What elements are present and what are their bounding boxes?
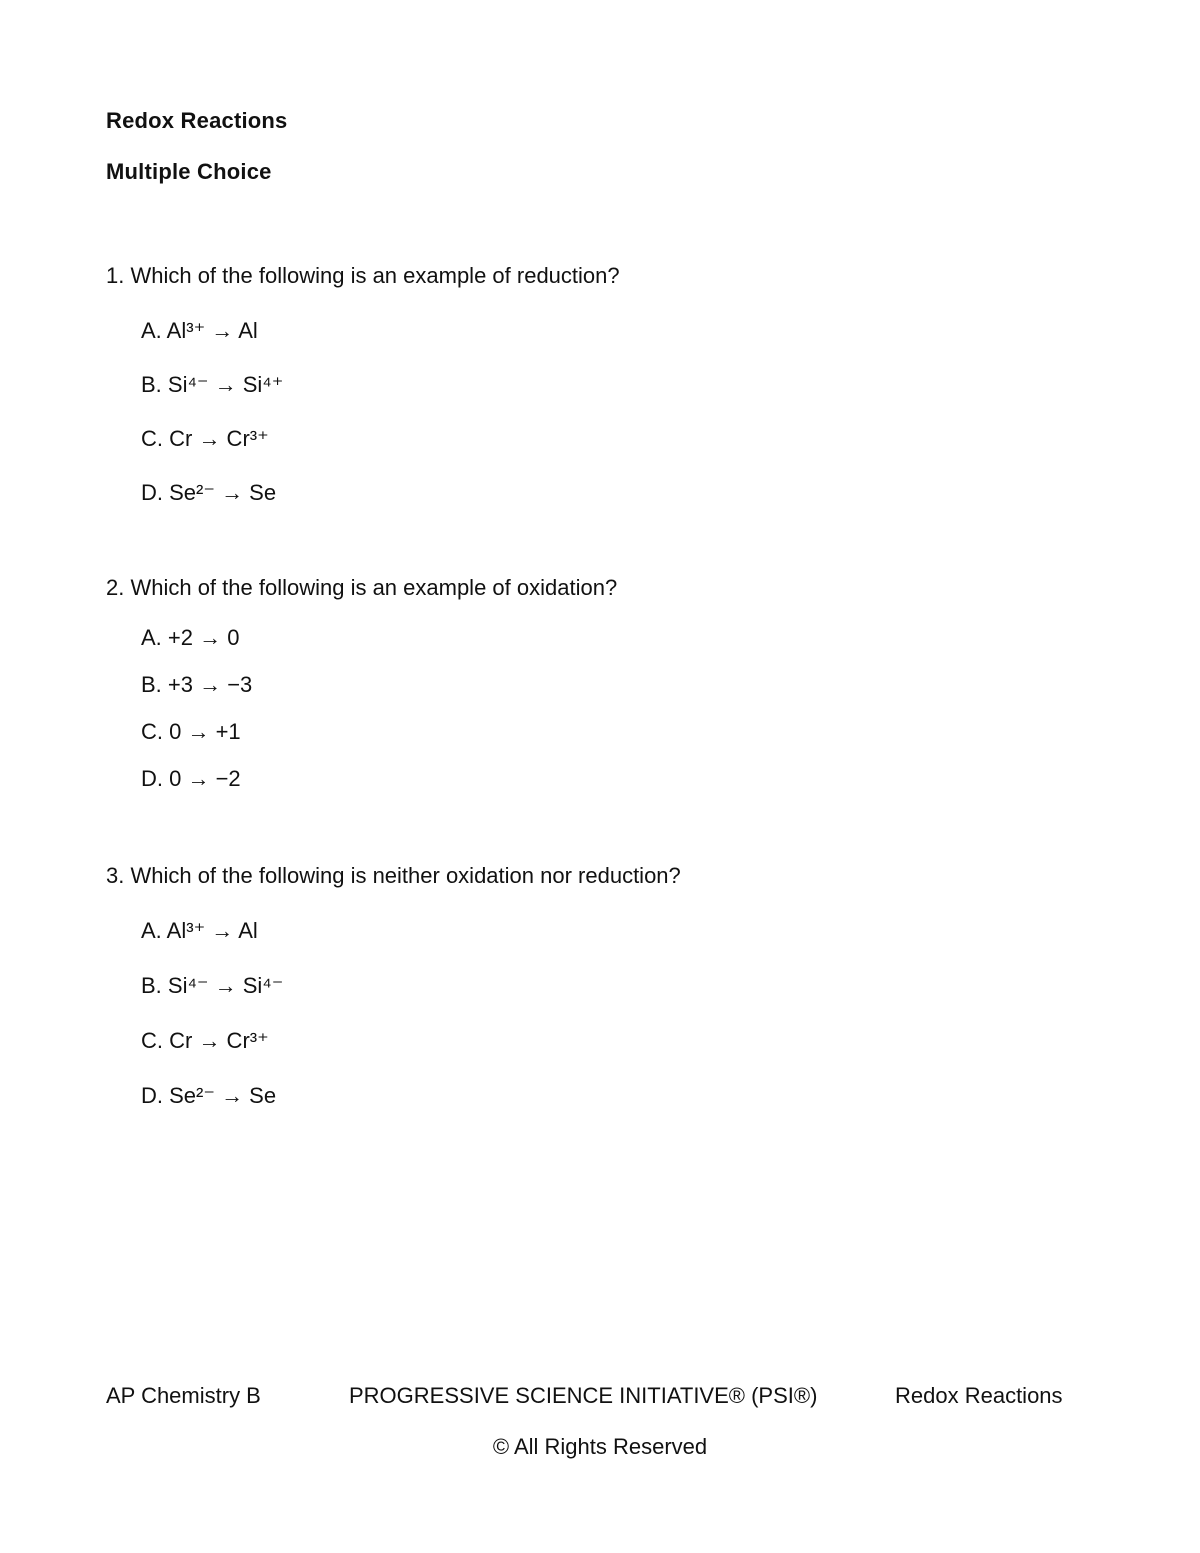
- answer-option-d: D. Se²⁻ → Se: [141, 1083, 277, 1108]
- question-text: 2. Which of the following is an example of oxidation?: [106, 575, 618, 600]
- question-1: [106, 263, 1106, 506]
- answer-options: [106, 318, 1106, 506]
- question-3: [106, 863, 1106, 1109]
- answer-option-a: A. Al³⁺ → Al: [141, 918, 258, 943]
- answer-options: [106, 918, 1106, 1109]
- answer-option-d: D. 0 → −2: [141, 766, 241, 791]
- answer-option-b: B. +3 → −3: [141, 672, 253, 697]
- document-title: Redox Reactions: [106, 108, 288, 133]
- answer-option-a: A. +2 → 0: [141, 625, 240, 650]
- section-heading: Multiple Choice: [106, 159, 272, 184]
- footer-program: PROGRESSIVE SCIENCE INITIATIVE® (PSI®): [349, 1383, 818, 1408]
- answer-option-c: C. 0 → +1: [141, 719, 241, 744]
- question-text: 1. Which of the following is an example of reduction?: [106, 263, 620, 288]
- answer-option-d: D. Se²⁻ → Se: [141, 480, 277, 505]
- question-text: 3. Which of the following is neither oxidation nor reduction?: [106, 863, 681, 888]
- answer-option-b: B. Si⁴⁻ → Si⁴⁻: [141, 973, 284, 998]
- answer-option-a: A. Al³⁺ → Al: [141, 318, 258, 343]
- footer-copyright: © All Rights Reserved: [492, 1434, 708, 1459]
- footer-unit: Redox Reactions: [895, 1383, 1063, 1408]
- footer-course: AP Chemistry B: [106, 1383, 261, 1408]
- answer-option-b: B. Si⁴⁻ → Si⁴⁺: [141, 372, 284, 397]
- answer-option-c: C. Cr → Cr³⁺: [141, 1028, 269, 1053]
- answer-options: [106, 625, 1106, 792]
- question-2: [106, 575, 1106, 792]
- answer-option-c: C. Cr → Cr³⁺: [141, 426, 269, 451]
